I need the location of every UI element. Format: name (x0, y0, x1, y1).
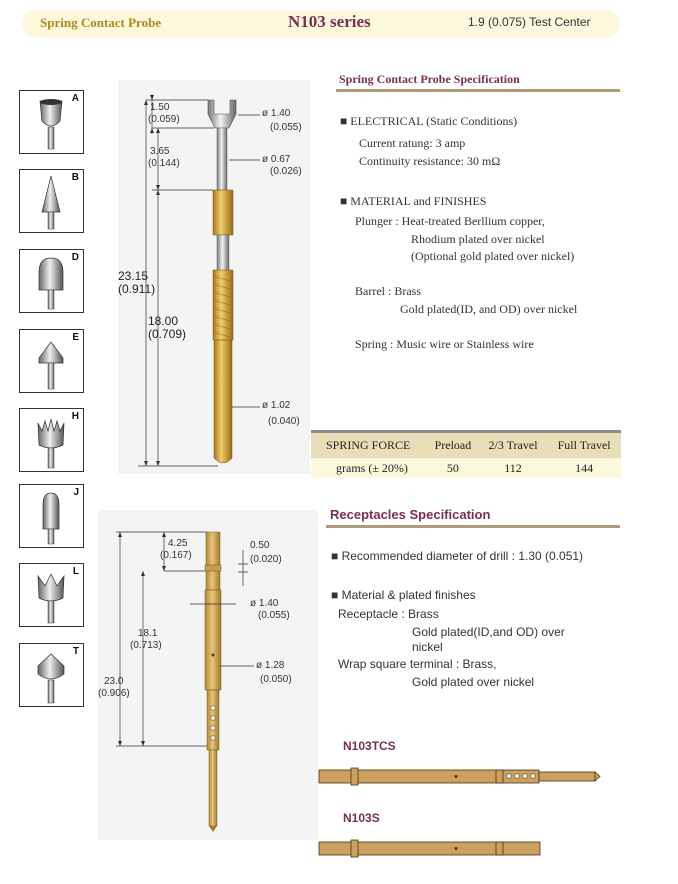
receptacles-title: Receptacles Specification (330, 507, 491, 522)
tip-option-j[interactable] (19, 484, 84, 548)
dim-plunger-diameter-in: (0.026) (270, 166, 302, 177)
spring-force-header-row (311, 433, 621, 458)
tip-letter: D (71, 252, 79, 263)
spec-title-rule (336, 89, 620, 92)
dim-barrel-diameter-in: (0.040) (268, 416, 300, 427)
dim-receptacle-collar-diameter-in: (0.055) (258, 610, 290, 621)
tip-option-h[interactable] (19, 408, 84, 472)
force-header-label: SPRING FORCE (326, 438, 411, 452)
header-series-title: N103 series (288, 12, 371, 31)
material-heading: ■ MATERIAL and FINISHES (340, 194, 487, 208)
header-test-center: 1.9 (0.075) Test Center (468, 15, 591, 29)
wrap-terminal-material: Wrap square terminal : Brass, (338, 657, 497, 671)
tip-letter: L (72, 566, 79, 577)
receptacle-material: Receptacle : Brass (338, 607, 439, 621)
tip-option-b[interactable] (19, 169, 84, 233)
dim-receptacle-body-length-in: (0.713) (130, 640, 162, 651)
header-product-type: Spring Contact Probe (40, 15, 162, 30)
dim-head-diameter-in: (0.055) (270, 122, 302, 133)
tip-letter: J (73, 487, 79, 498)
dim-head-diameter: ø 1.40 (262, 108, 291, 119)
model-n103s-label: N103S (343, 811, 380, 825)
force-header-full: Full Travel (557, 438, 611, 452)
bullet-tip-icon (20, 485, 83, 547)
dim-barrel-diameter: ø 1.02 (262, 400, 291, 411)
dim-receptacle-top-in: (0.167) (160, 550, 192, 561)
tip-option-t[interactable] (19, 643, 84, 707)
dim-receptacle-body-diameter-in: (0.050) (260, 674, 292, 685)
serrated-tip-icon (20, 409, 83, 471)
tip-option-a[interactable] (19, 90, 84, 154)
wrap-terminal-plating: Gold plated over nickel (412, 675, 535, 689)
plunger-plating: Rhodium plated over nickel (411, 232, 545, 246)
tip-option-l[interactable] (19, 563, 84, 627)
dim-total-length-in: (0.911) (118, 282, 156, 296)
model-n103s-drawing (318, 838, 543, 860)
dim-plunger-head-length-in: (0.059) (148, 114, 180, 125)
tip-letter: H (71, 411, 79, 422)
force-full-value: 144 (575, 460, 594, 475)
dim-receptacle-top: 4.25 (168, 538, 188, 549)
spring-force-table (311, 430, 621, 478)
receptacle-plating-cont: nickel (412, 640, 443, 654)
cone-tip-icon (20, 330, 83, 392)
dim-receptacle-total-in: (0.906) (98, 688, 130, 699)
model-n103tcs-label: N103TCS (343, 739, 396, 753)
dim-total-length: 23.15 (118, 269, 149, 283)
force-unit: grams (± 20%) (336, 460, 408, 475)
dim-plunger-exposed: 3.65 (150, 146, 170, 157)
tip-option-d[interactable] (19, 249, 84, 313)
receptacle-material-heading: ■ Material & plated finishes (331, 588, 476, 602)
force-preload-value: 50 (446, 460, 459, 475)
round-tip-icon (20, 250, 83, 312)
tip-letter: E (72, 332, 79, 343)
tip-letter: T (72, 646, 79, 657)
force-header-two-thirds: 2/3 Travel (488, 438, 538, 452)
probe-drawing-panel (118, 80, 310, 474)
dim-plunger-head-length: 1.50 (150, 102, 170, 113)
model-n103tcs-drawing (318, 765, 603, 789)
spear-tip-icon (20, 170, 83, 232)
dim-barrel-length-in: (0.709) (148, 327, 187, 341)
dim-receptacle-body-diameter: ø 1.28 (256, 660, 285, 671)
continuity-resistance: Continuity resistance: 30 mΩ (359, 154, 501, 168)
dim-groove-width-in: (0.020) (250, 554, 282, 565)
tip-letter: A (71, 93, 79, 104)
receptacle-plating: Gold plated(ID,and OD) over (412, 625, 565, 639)
chisel-tip-icon (20, 644, 83, 706)
dim-groove-width: 0.50 (250, 540, 270, 551)
receptacles-title-rule (326, 525, 620, 528)
plunger-material: Plunger : Heat-treated Berllium copper, (355, 214, 545, 228)
receptacle-drawing-panel (98, 510, 318, 840)
current-rating: Current ratung: 3 amp (359, 136, 466, 150)
tip-letter: B (71, 172, 79, 183)
barrel-plating: Gold plated(ID, and OD) over nickel (400, 302, 578, 316)
dim-plunger-diameter: ø 0.67 (262, 154, 291, 165)
force-header-preload: Preload (434, 438, 472, 452)
barrel-material: Barrel : Brass (355, 284, 421, 298)
recommended-drill: ■ Recommended diameter of drill : 1.30 (0.051) (331, 549, 584, 563)
tip-option-e[interactable] (19, 329, 84, 393)
force-two-thirds-value: 112 (504, 460, 522, 475)
dim-receptacle-total: 23.0 (104, 676, 124, 687)
dim-barrel-length: 18.00 (148, 314, 179, 328)
dim-receptacle-body-length: 18.1 (138, 628, 158, 639)
dim-receptacle-collar-diameter: ø 1.40 (250, 598, 279, 609)
electrical-heading: ■ ELECTRICAL (Static Conditions) (340, 114, 518, 128)
plunger-plating-option: (Optional gold plated over nickel) (411, 249, 575, 263)
cup-tip-icon (20, 91, 83, 153)
crown-tip-icon (20, 564, 83, 626)
dim-plunger-exposed-in: (0.144) (148, 158, 180, 169)
spring-material: Spring : Music wire or Stainless wire (355, 337, 534, 351)
spec-title: Spring Contact Probe Specification (339, 72, 520, 86)
spring-force-value-row (311, 458, 621, 478)
